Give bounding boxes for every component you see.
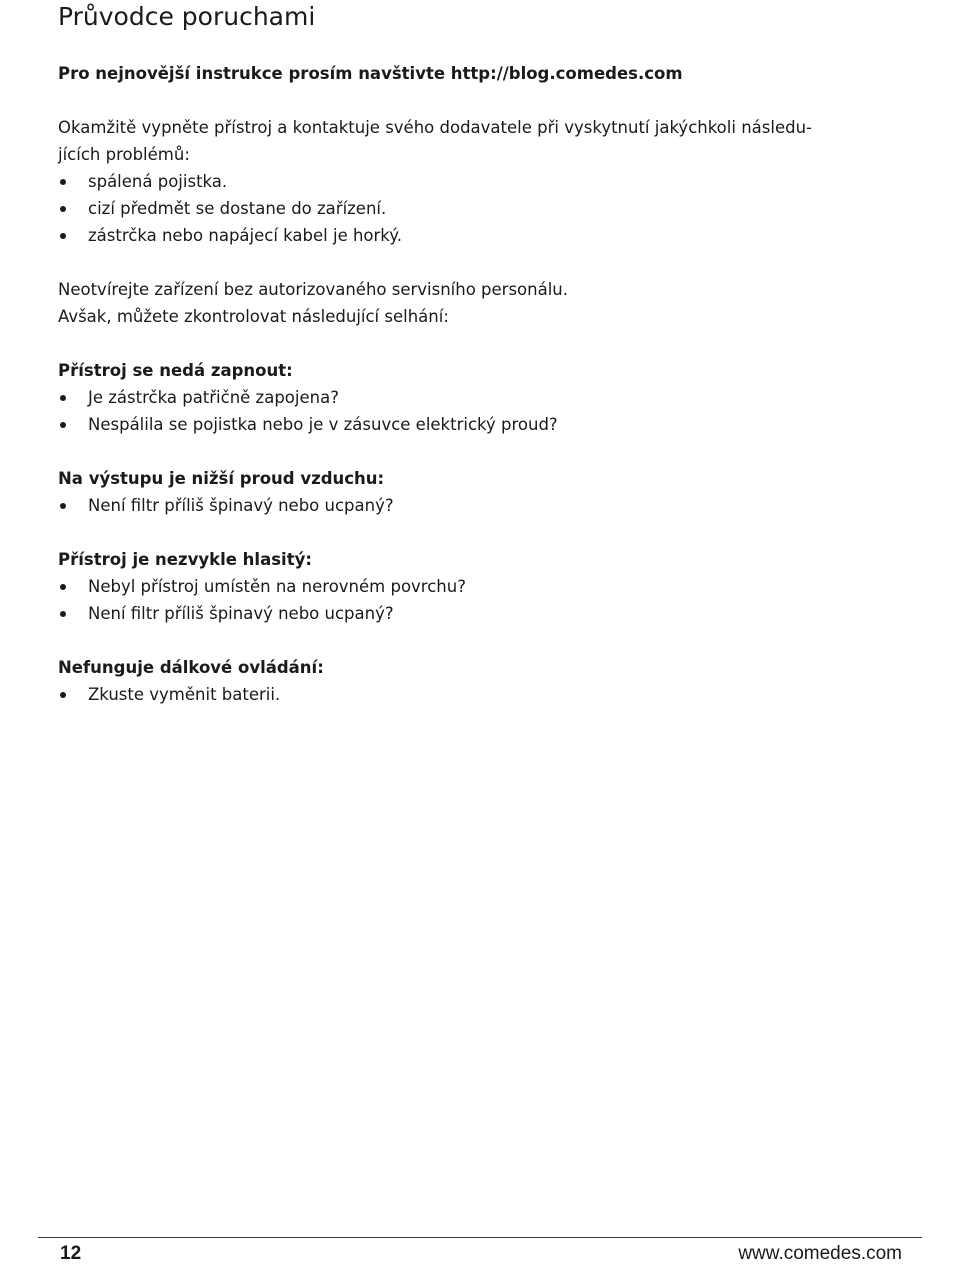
list-item: Nespálila se pojistka nebo je v zásuvce elektrický proud? (58, 411, 918, 438)
problem-list (58, 168, 918, 249)
page-content (58, 60, 918, 708)
section-list (58, 384, 918, 438)
list-item: spálená pojistka. (58, 168, 918, 195)
list-item: cizí předmět se dostane do zařízení. (58, 195, 918, 222)
footer-website: www.comedes.com (738, 1243, 902, 1264)
list-item: Nebyl přístroj umístěn na nerovném povrchu? (58, 573, 918, 600)
section-list (58, 681, 918, 708)
section-heading: Na výstupu je nižší proud vzduchu: (58, 469, 385, 488)
list-item: Není filtr příliš špinavý nebo ucpaný? (58, 600, 918, 627)
intro-text-line-1: Okamžitě vypněte přístroj a kontaktuje svého dodavatele při vyskytnutí jakýchkoli následu- (58, 118, 812, 137)
warning-text-line-1: Neotvírejte zařízení bez autorizovaného servisního personálu. (58, 280, 569, 299)
list-item: Není filtr příliš špinavý nebo ucpaný? (58, 492, 918, 519)
section-heading: Přístroj je nezvykle hlasitý: (58, 550, 312, 569)
section-heading: Nefunguje dálkové ovládání: (58, 658, 324, 677)
page-number: 12 (60, 1243, 82, 1264)
page-title: Průvodce poruchami (58, 2, 316, 31)
intro-text-line-2: jících problémů: (58, 145, 190, 164)
list-item: Zkuste vyměnit baterii. (58, 681, 918, 708)
list-item: zástrčka nebo napájecí kabel je horký. (58, 222, 918, 249)
section-list (58, 573, 918, 627)
section-heading: Přístroj se nedá zapnout: (58, 361, 293, 380)
warning-text-line-2: Avšak, můžete zkontrolovat následující selhání: (58, 307, 449, 326)
instruction-text: Pro nejnovější instrukce prosím navštivte http://blog.comedes.com (58, 64, 683, 83)
section-list (58, 492, 918, 519)
footer-divider (38, 1237, 922, 1238)
list-item: Je zástrčka patřičně zapojena? (58, 384, 918, 411)
